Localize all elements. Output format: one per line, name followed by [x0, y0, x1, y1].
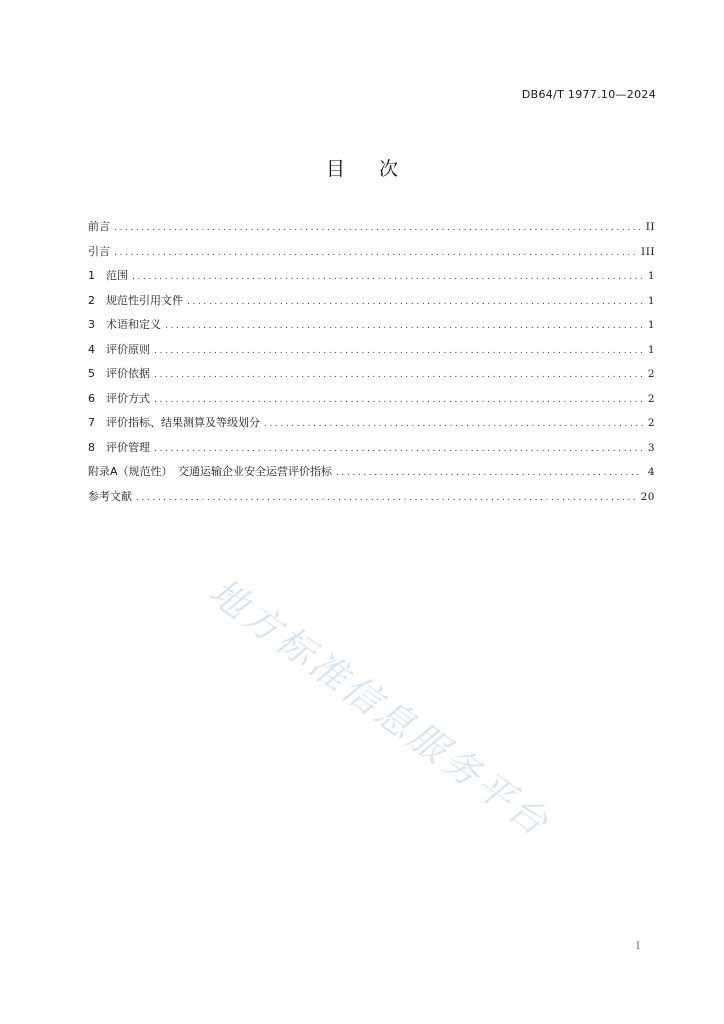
page-title-char-2: 次: [379, 158, 399, 180]
toc-leader-dots: [114, 219, 642, 237]
toc-entry-evaluation-indicators[interactable]: [88, 414, 655, 439]
toc-leader-dots: [264, 415, 643, 433]
toc-entry-number: 8: [88, 440, 95, 454]
toc-entry-appendix-a[interactable]: [88, 463, 655, 488]
toc-entry-scope[interactable]: [88, 267, 655, 292]
toc-entry-label: 前言: [88, 220, 110, 233]
toc-leader-dots: [154, 391, 643, 409]
toc-entry-number: 4: [88, 342, 95, 356]
toc-entry-page: 1: [647, 319, 655, 331]
toc-entry-page: 1: [647, 270, 655, 282]
toc-entry-number: 3: [88, 318, 95, 331]
toc-entry-label: 附录A（规范性） 交通运输企业安全运营评价指标: [88, 465, 333, 478]
toc-entry-label: 参考文献: [88, 489, 132, 503]
toc-entry-page: II: [645, 221, 655, 233]
toc-entry-label: 引言: [88, 244, 110, 258]
page-title-char-1: 目: [325, 158, 345, 180]
toc-entry-label: 规范性引用文件: [106, 293, 183, 307]
toc-entry-number: 5: [88, 367, 95, 380]
toc-entry-evaluation-basis[interactable]: [88, 365, 655, 390]
toc-leader-dots: [154, 440, 643, 458]
page-number: I: [636, 941, 640, 952]
toc-leader-dots: [187, 293, 643, 311]
toc-entry-evaluation-methods[interactable]: [88, 390, 655, 415]
toc-entry-page: 2: [647, 368, 655, 380]
toc-entry-label: 范围: [106, 269, 128, 282]
toc-entry-page: 3: [647, 441, 655, 454]
toc-entry-label: 评价依据: [106, 367, 150, 380]
toc-entry-label: 术语和定义: [106, 318, 161, 331]
toc-entry-number: 6: [88, 391, 95, 405]
toc-entry-bibliography[interactable]: [88, 488, 655, 513]
toc-entry-page: 1: [647, 343, 655, 356]
toc-leader-dots: [154, 366, 643, 384]
page-title: [0, 154, 724, 181]
toc-leader-dots: [154, 342, 643, 360]
toc-entry-number: 2: [88, 293, 95, 307]
toc-leader-dots: [136, 489, 637, 507]
toc-entry-page: 2: [647, 392, 655, 405]
toc-leader-dots: [132, 268, 643, 286]
toc-leader-dots: [165, 317, 643, 335]
toc-entry-foreword[interactable]: [88, 218, 655, 243]
toc-entry-page: 20: [640, 490, 655, 503]
toc-entry-page: 1: [647, 294, 655, 307]
document-code: DB64/T 1977.10—2024: [521, 88, 656, 101]
toc-entry-page: 2: [647, 417, 655, 429]
toc-entry-evaluation-management[interactable]: [88, 439, 655, 464]
toc-entry-number: 7: [88, 416, 95, 429]
toc-leader-dots: [114, 244, 637, 262]
toc-entry-label: 评价管理: [106, 440, 150, 454]
toc-entry-terms-definitions[interactable]: [88, 316, 655, 341]
table-of-contents: [88, 218, 655, 512]
toc-leader-dots: [336, 464, 643, 482]
watermark: 地方标准信息服务平台: [201, 569, 559, 846]
toc-entry-number: 1: [88, 269, 95, 282]
toc-entry-label: 评价指标、结果测算及等级划分: [106, 416, 260, 429]
toc-entry-page: III: [641, 245, 655, 258]
toc-entry-introduction[interactable]: [88, 243, 655, 268]
toc-entry-evaluation-principles[interactable]: [88, 341, 655, 366]
toc-entry-label: 评价方式: [106, 391, 150, 405]
toc-entry-normative-references[interactable]: [88, 292, 655, 317]
toc-entry-page: 4: [647, 466, 655, 478]
toc-entry-label: 评价原则: [106, 342, 150, 356]
